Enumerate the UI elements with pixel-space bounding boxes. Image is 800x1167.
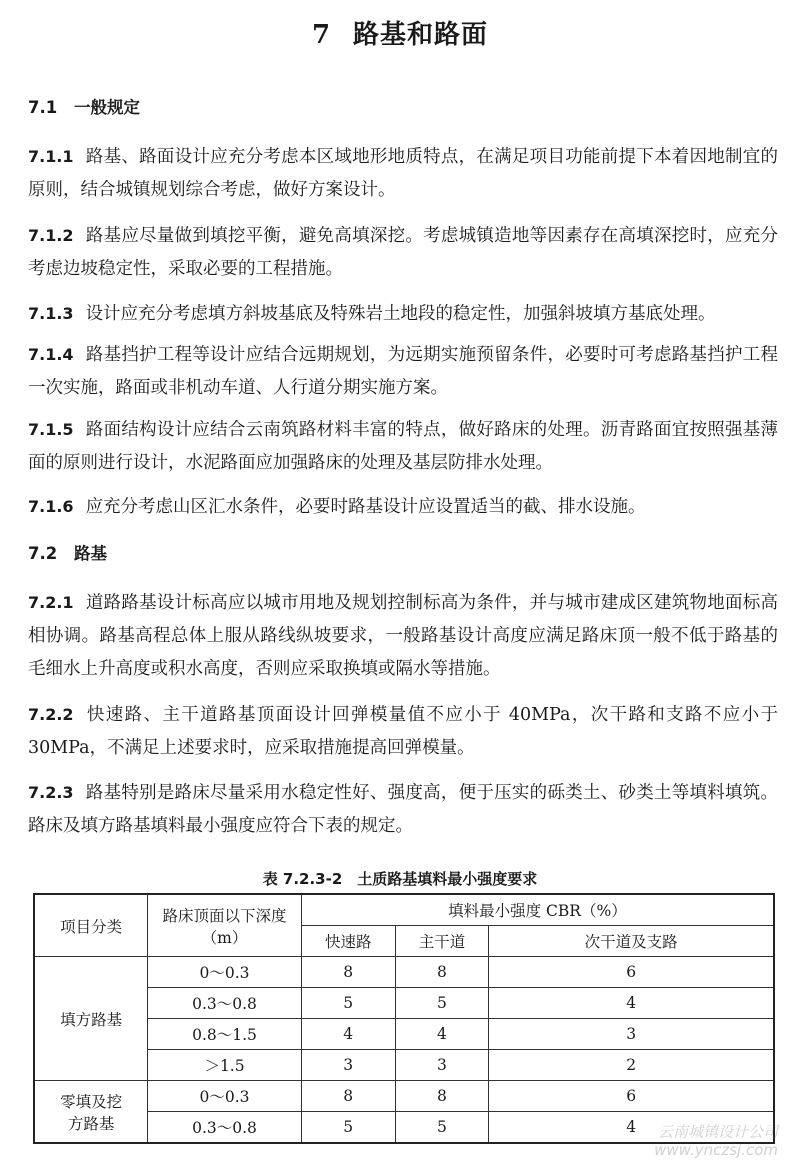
cell-value: 5 xyxy=(301,988,395,1019)
header-depth-unit: （m） xyxy=(201,928,248,947)
table-header-row xyxy=(34,894,774,926)
chapter-title-text: 路基和路面 xyxy=(353,20,489,50)
clause-number: 7.1.2 xyxy=(28,226,74,245)
clause-number: 7.1.1 xyxy=(28,147,74,166)
cell-value: 8 xyxy=(395,1081,489,1112)
cell-value: 2 xyxy=(489,1050,774,1081)
clause-7-2-1 xyxy=(28,586,778,686)
clause-number: 7.1.4 xyxy=(28,345,74,364)
table-row xyxy=(34,1081,774,1112)
header-secondary: 次干道及支路 xyxy=(489,926,774,957)
clause-text: 路基应尽量做到填挖平衡，避免高填深挖。考虑城镇造地等因素存在高填深挖时，应充分考虑边坡稳定性，采取必要的工程措施。 xyxy=(28,226,778,279)
cell-value: 8 xyxy=(301,957,395,988)
header-expressway: 快速路 xyxy=(301,926,395,957)
clause-7-1-2 xyxy=(28,219,778,286)
table-row xyxy=(34,957,774,988)
table-caption: 表 7.2.3-2 土质路基填料最小强度要求 xyxy=(262,870,538,888)
cell-value: 3 xyxy=(301,1050,395,1081)
cell-value: 4 xyxy=(395,1019,489,1050)
cell-value: 6 xyxy=(489,1081,774,1112)
section-number: 7.2 xyxy=(28,544,58,563)
clause-text: 路基挡护工程等设计应结合远期规划，为远期实施预留条件，必要时可考虑路基挡护工程一次实施，路面或非机动车道、人行道分期实施方案。 xyxy=(28,345,778,398)
clause-number: 7.2.2 xyxy=(28,705,74,724)
clause-number: 7.2.1 xyxy=(28,593,74,612)
clause-text: 路基特别是路床尽量采用水稳定性好、强度高，便于压实的砾类土、砂类土等填料填筑。路床及填方路基填料最小强度应符合下表的规定。 xyxy=(28,783,778,836)
clause-text: 快速路、主干道路基顶面设计回弹模量值不应小于 40MPa，次干路和支路不应小于 30MPa，不满足上述要求时，应采取措施提高回弹模量。 xyxy=(28,705,778,758)
cell-value: 5 xyxy=(301,1112,395,1144)
cell-value: 5 xyxy=(395,1112,489,1144)
clause-text: 道路路基设计标高应以城市用地及规划控制标高为条件，并与城市建成区建筑物地面标高相协调。路基高程总体上服从路线纵坡要求，一般路基设计高度应满足路床顶一般不低于路基的毛细水上升高度或积水高度，否则应采取换填或隔水等措施。 xyxy=(28,593,778,679)
cell-depth: 0.8～1.5 xyxy=(148,1019,302,1050)
clause-7-1-3 xyxy=(28,297,778,331)
cell-value: 5 xyxy=(395,988,489,1019)
header-strength: 填料最小强度 CBR（%） xyxy=(301,894,774,926)
cell-value: 4 xyxy=(489,988,774,1019)
section-title: 一般规定 xyxy=(74,98,140,117)
header-arterial: 主干道 xyxy=(395,926,489,957)
cell-depth: ＞1.5 xyxy=(148,1050,302,1081)
group-name-line: 方路基 xyxy=(67,1114,115,1133)
cell-value: 3 xyxy=(395,1050,489,1081)
cell-value: 6 xyxy=(489,957,774,988)
group-fill-subgrade: 填方路基 xyxy=(34,957,148,1081)
group-cut-subgrade xyxy=(34,1081,148,1144)
clause-number: 7.1.3 xyxy=(28,304,74,323)
clause-text: 设计应充分考虑填方斜坡基底及特殊岩土地段的稳定性，加强斜坡填方基底处理。 xyxy=(85,304,716,324)
cell-depth: 0～0.3 xyxy=(148,1081,302,1112)
header-category: 项目分类 xyxy=(34,894,148,957)
section-number: 7.1 xyxy=(28,98,58,117)
group-name-line: 零填及挖 xyxy=(60,1092,123,1111)
cell-value: 4 xyxy=(489,1112,774,1144)
clause-number: 7.1.5 xyxy=(28,420,74,439)
section-title: 路基 xyxy=(74,544,107,563)
clause-text: 路面结构设计应结合云南筑路材料丰富的特点，做好路床的处理。沥青路面宜按照强基薄面的原则进行设计，水泥路面应加强路床的处理及基层防排水处理。 xyxy=(28,420,778,473)
clause-number: 7.1.6 xyxy=(28,497,74,516)
clause-number: 7.2.3 xyxy=(28,783,74,802)
chapter-title xyxy=(0,14,800,51)
cell-value: 4 xyxy=(301,1019,395,1050)
clause-7-1-4 xyxy=(28,338,778,405)
clause-7-2-2 xyxy=(28,698,778,765)
clause-7-1-5 xyxy=(28,413,778,480)
chapter-number: 7 xyxy=(311,20,332,50)
clause-text: 应充分考虑山区汇水条件，必要时路基设计应设置适当的截、排水设施。 xyxy=(85,497,646,517)
section-heading-7-2 xyxy=(28,540,107,564)
watermark-line: 云南城镇设计公司 xyxy=(657,1123,778,1141)
cell-value: 3 xyxy=(489,1019,774,1050)
cell-depth: 0.3～0.8 xyxy=(148,1112,302,1144)
cell-value: 8 xyxy=(301,1081,395,1112)
cell-depth: 0～0.3 xyxy=(148,957,302,988)
cell-value: 8 xyxy=(395,957,489,988)
clause-7-1-6 xyxy=(28,490,778,524)
watermark xyxy=(654,1123,778,1159)
cell-depth: 0.3～0.8 xyxy=(148,988,302,1019)
section-heading-7-1 xyxy=(28,94,140,118)
cbr-strength-table xyxy=(33,893,775,1144)
clause-7-2-3 xyxy=(28,776,778,843)
clause-7-1-1 xyxy=(28,140,778,207)
watermark-line: www.ynczsj.com xyxy=(654,1141,778,1159)
clause-text: 路基、路面设计应充分考虑本区域地形地质特点，在满足项目功能前提下本着因地制宜的原则，结合城镇规划综合考虑，做好方案设计。 xyxy=(28,147,778,200)
header-depth-label: 路床顶面以下深度 xyxy=(162,906,287,925)
header-depth xyxy=(148,894,302,957)
